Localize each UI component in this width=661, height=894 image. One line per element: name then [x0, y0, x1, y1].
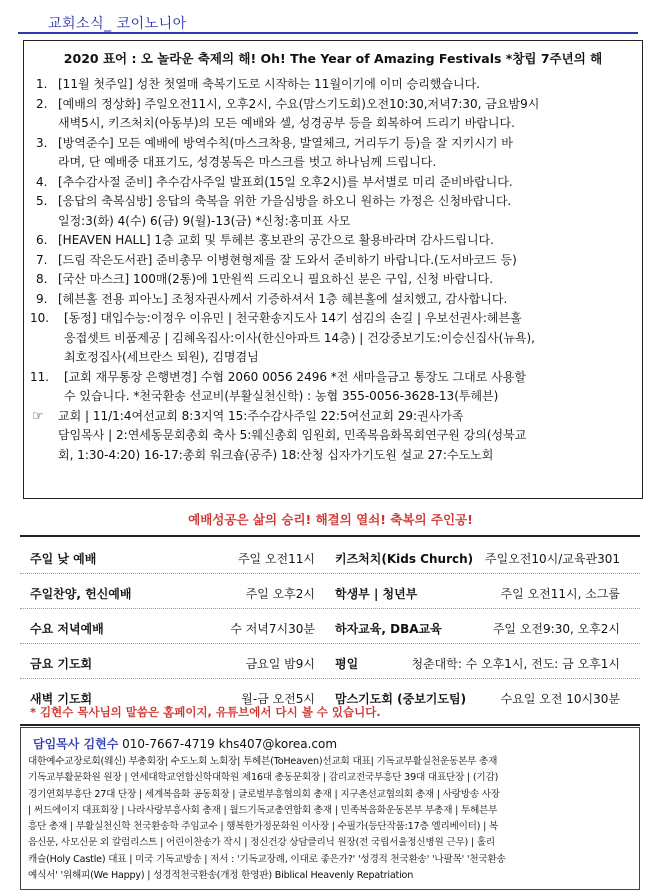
news-item — [36, 270, 638, 290]
news-item-line: 수 있습니다. *천국환송 선교비(부활실천신학) : 농협 355-0056-3628-13(투헤븐) — [64, 389, 499, 403]
news-item-number: 1. — [36, 77, 48, 91]
news-item-line: [드림 작은도서관] 준비총무 이병현형제를 잘 도와서 준비하기 바랍니다.(도서바코드 등) — [58, 252, 517, 267]
news-item-number: 8. — [36, 272, 48, 286]
news-item-number: 2. — [36, 96, 48, 111]
news-item-line: 일정:3(화) 4(수) 6(금) 9(월)-13(금) *신청:홍미표 사모 — [58, 213, 351, 228]
header-divider — [18, 32, 638, 34]
worship-row — [20, 539, 640, 574]
worship-service-name: 수요 저녁예배 — [30, 622, 104, 636]
bio-line: 기독교부활문화원 원장 | 연세대학교연합신학대학원 제16대 총동문회장 | 감리교전국부흥단 39대 대표단장 | (기감) — [28, 772, 499, 784]
worship-service-time: 청춘대학: 수 오후1시, 전도: 금 오후1시 — [411, 657, 620, 671]
worship-service-name: 새벽 기도회 — [30, 692, 93, 706]
news-item — [36, 231, 638, 251]
worship-service-name: 하자교육, DBA교육 — [335, 622, 442, 636]
pastor-contact: 010-7667-4719 khs407@korea.com — [122, 737, 338, 751]
bio-line: | 써드에이지 대표회장 | 나라사랑부흥사회 총재 | 월드기독교총연합회 총재 | 민족복음화운동본부 부총재 | 투헤븐부 — [28, 804, 498, 816]
worship-service-time: 수 저녁7시30분 — [230, 622, 315, 636]
bio-line: 음신문, 사모신문 외 칼럼리스트 | 어린이찬송가 작시 | 정신건강 상담클리닉 원장(전 국립서울정신병원 근무) | 홀리 — [28, 837, 495, 849]
worship-row — [20, 574, 640, 609]
worship-service-name: 금요 기도회 — [30, 657, 93, 671]
news-item-number: 10. — [30, 311, 50, 325]
worship-service-time: 주일오전10시/교육관301 — [485, 552, 620, 566]
bio-line: 캐슬(Holy Castle) 대표 | 미국 기독교방송 | 저서 : '기독교장례, 이대로 좋은가?' '성경적 천국환송' '나팔목' '천국환송 — [28, 853, 506, 865]
news-item-line: [교회 재무통장 은행변경] 수협 2060 0056 2496 *전 새마을금고 통장도 그대로 사용할 — [64, 369, 526, 384]
worship-service-time: 수요일 오전 10시30분 — [500, 692, 620, 706]
news-item-line: 교회 | 11/1:4여선교회 8:3지역 15:주수감사주일 22:5여선교회 29:권사가족 — [58, 408, 464, 423]
worship-service-name: 주일 낮 예배 — [30, 552, 97, 566]
church-news-box — [23, 40, 643, 499]
worship-service-time: 주일 오전11시, 소그룹 — [500, 587, 620, 601]
news-item-number: 6. — [36, 233, 48, 247]
page-header — [18, 8, 638, 34]
worship-service-time: 주일 오전11시 — [237, 552, 315, 566]
news-item-line: [방역준수] 모든 예배에 방역수칙(마스크착용, 발열체크, 거리두기 등)을 잘 지키시기 바 — [58, 135, 513, 150]
bio-line: 경기연회부흥단 27대 단장 | 세계복음화 공동회장 | 글로벌부흥협의회 총재 | 지구촌선교협의회 총재 | 사랑방송 사장 — [28, 788, 500, 800]
news-item-line: [동정] 대입수능:이정우 이유민 | 천국환송지도사 14기 섬김의 손길 | 우보선권사:헤븐홀 — [64, 311, 522, 325]
news-item-line: [11월 첫주일] 성찬 첫열매 축복기도로 시작하는 11월이기에 이미 승리했습니다. — [58, 77, 480, 91]
news-item-line: 최호정집사(세브란스 퇴원), 김명겸님 — [64, 350, 259, 364]
sermon-notice: * 김현수 목사님의 말씀은 홈페이지, 유튜브에서 다시 볼 수 있습니다. — [30, 705, 381, 719]
news-item-line: 회, 1:30-4:20) 16-17:총회 워크숍(공주) 18:산청 십자가기도원 설교 27:수도노회 — [58, 447, 494, 462]
bio-line: 대한예수교장로회(웨신) 부총회장| 수도노회 노회장| 투헤븐(ToHeaven)선교회 대표| 기독교부활실천운동본부 총재 — [28, 756, 498, 767]
news-item-number: 3. — [36, 135, 48, 150]
news-list — [30, 75, 638, 465]
worship-slogan: 예배성공은 삶의 승리! 해결의 열쇠! 축복의 주인공! — [188, 512, 473, 527]
worship-service-name: 맘스기도회 (중보기도팀) — [335, 692, 467, 706]
news-item-line: 새벽5시, 키즈처치(아동부)의 모든 예배와 셀, 성경공부 등을 회복하여 드리기 바랍니다. — [58, 116, 515, 130]
section-title: 교회소식_ 코이노니아 — [48, 16, 187, 32]
news-item — [30, 309, 638, 368]
news-item-number: 5. — [36, 194, 48, 208]
worship-service-time: 주일 오후2시 — [245, 587, 315, 601]
news-item-line: [예배의 정상화] 주일오전11시, 오후2시, 수요(맘스기도회)오전10:30,저녁7:30, 금요밤9시 — [58, 96, 540, 111]
worship-table-top-rule — [20, 535, 640, 537]
news-item — [36, 173, 638, 193]
news-item-line: 담임목사 | 2:연세동문회총회 축사 5:웨신총회 임원회, 민족복음화목회연구원 강의(성북교 — [58, 428, 527, 442]
news-item-line: [HEAVEN HALL] 1층 교회 및 투헤븐 홍보관의 공간으로 활용바라며 감사드립니다. — [58, 233, 494, 247]
news-item — [36, 95, 638, 134]
news-item — [36, 192, 638, 231]
news-item-number: 4. — [36, 174, 48, 189]
bio-line: 흥단 총재 | 부활실천신학 천국환송학 주임교수 | 행복한가정문화원 이사장 | 수필가(등단작품:17층 엘리베이터) | 복 — [28, 821, 499, 833]
worship-row — [20, 644, 640, 679]
news-item — [32, 407, 638, 466]
news-item — [36, 134, 638, 173]
worship-service-name: 평일 — [335, 657, 359, 671]
news-item-line: [응답의 축복심방] 응답의 축복을 위한 가을심방을 하오니 원하는 가정은 신청바랍니다. — [58, 194, 512, 208]
news-item — [36, 251, 638, 271]
news-item-line: [헤븐홀 전용 피아노] 조청자권사께서 기증하셔서 1층 헤븐홀에 설치했고, 감사합니다. — [58, 291, 508, 306]
news-motto-title: 2020 표어 : 오 놀라운 축제의 해! Oh! The Year of Amazing Festivals *창립 7주년의 해 — [63, 51, 603, 66]
worship-service-time: 주일 오전9:30, 오후2시 — [492, 622, 620, 636]
pastor-header — [33, 735, 337, 752]
pointing-hand-icon: ☞ — [32, 408, 44, 424]
news-item — [36, 290, 638, 310]
pastor-profile-box — [20, 727, 640, 890]
worship-service-time: 금요일 밤9시 — [245, 657, 315, 671]
worship-service-name: 주일찬양, 헌신예배 — [30, 587, 132, 601]
worship-schedule-table — [20, 539, 640, 714]
worship-service-name: 학생부 | 청년부 — [335, 587, 418, 601]
news-item-line: 라며, 단 예배중 대표기도, 성경봉독은 마스크를 벗고 하나님께 드립니다. — [58, 155, 437, 169]
bio-line: 예식서' '위해피(We Happy) | 성경적천국환송(개정 한영판) Biblical Heavenly Repatriation — [28, 870, 414, 882]
worship-service-name: 키즈처치(Kids Church) — [335, 552, 474, 566]
pastor-biography — [28, 754, 634, 884]
news-item — [30, 368, 638, 407]
news-item-line: [국산 마스크] 100매(2통)에 1만원씩 드리오니 필요하신 분은 구입, 신청 바랍니다. — [58, 272, 494, 286]
worship-service-time: 월-금 오전5시 — [241, 692, 315, 706]
news-item — [36, 75, 638, 95]
worship-row — [20, 609, 640, 644]
worship-table-bottom-rule — [20, 724, 640, 726]
news-item-line: [추수감사절 준비] 추수감사주일 발표회(15일 오후2시)를 부서별로 미리 준비바랍니다. — [58, 174, 513, 189]
news-item-number: 7. — [36, 252, 48, 267]
news-item-line: 응접셋트 비품제공 | 김혜옥집사:이사(한신아파트 14층) | 건강중보기도:이승신집사(뉴욕), — [64, 330, 536, 345]
news-item-number: 9. — [36, 291, 48, 306]
news-item-number: 11. — [30, 369, 50, 384]
pastor-name: 담임목사 김현수 — [33, 737, 119, 751]
